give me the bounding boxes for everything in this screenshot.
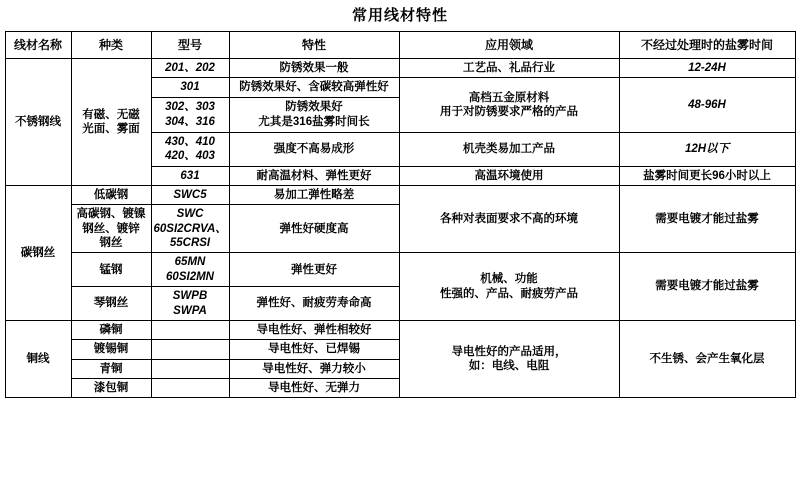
header-wire-name: 线材名称: [5, 32, 71, 59]
model-value: SWC 60SI2CRVA、 55CRSI: [151, 205, 229, 253]
model-value: SWPB SWPA: [151, 287, 229, 321]
feature-value: 导电性好、弹力较小: [229, 359, 399, 378]
model-value: 430、410 420、403: [151, 132, 229, 166]
category-value: 磷铜: [71, 320, 151, 339]
category-value: 锰钢: [71, 253, 151, 287]
salt-spray-value: 12H以下: [619, 132, 795, 166]
group-name-carbon-steel: 碳钢丝: [5, 185, 71, 320]
feature-value: 强度不高易成形: [229, 132, 399, 166]
model-value: 302、303 304、316: [151, 97, 229, 132]
application-value: 机械、功能 性强的、产品、耐疲劳产品: [399, 253, 619, 321]
model-value: [151, 320, 229, 339]
model-value: [151, 340, 229, 359]
feature-value: 导电性好、弹性相较好: [229, 320, 399, 339]
model-value: 631: [151, 166, 229, 185]
table-row: [5, 253, 795, 287]
header-category: 种类: [71, 32, 151, 59]
feature-value: 防锈效果一般: [229, 59, 399, 78]
model-value: 301: [151, 78, 229, 97]
page-title: 常用线材特性: [351, 7, 448, 24]
salt-spray-value: 48-96H: [619, 78, 795, 132]
feature-value: 弹性更好: [229, 253, 399, 287]
feature-value: 导电性好、无弹力: [229, 379, 399, 398]
salt-spray-value: 12-24H: [619, 59, 795, 78]
salt-spray-value: 需要电镀才能过盐雾: [619, 253, 795, 321]
category-value: 镀锡铜: [71, 340, 151, 359]
category-value: 低碳钢: [71, 185, 151, 204]
feature-value: 易加工弹性略差: [229, 185, 399, 204]
table-header-row: [5, 32, 795, 59]
model-value: 65MN 60SI2MN: [151, 253, 229, 287]
wire-specification-table: [5, 31, 796, 398]
category-stainless: 有磁、无磁 光面、雾面: [71, 59, 151, 186]
salt-spray-value: 盐雾时间更长96小时以上: [619, 166, 795, 185]
feature-value: 导电性好、已焊锡: [229, 340, 399, 359]
header-application: 应用领域: [399, 32, 619, 59]
application-value: 各种对表面要求不高的环境: [399, 185, 619, 253]
model-value: [151, 359, 229, 378]
group-name-stainless: 不锈钢线: [5, 59, 71, 186]
application-value: 工艺品、礼品行业: [399, 59, 619, 78]
table-row: [5, 185, 795, 204]
feature-value: 防锈效果好、含碳较高弹性好: [229, 78, 399, 97]
category-value: 青铜: [71, 359, 151, 378]
model-value: [151, 379, 229, 398]
table-row: [5, 59, 795, 78]
feature-value: 弹性好、耐疲劳寿命高: [229, 287, 399, 321]
category-value: 漆包铜: [71, 379, 151, 398]
salt-spray-value: 不生锈、会产生氧化层: [619, 320, 795, 398]
header-model: 型号: [151, 32, 229, 59]
feature-value: 防锈效果好 尤其是316盐雾时间长: [229, 97, 399, 132]
model-value: 201、202: [151, 59, 229, 78]
feature-value: 弹性好硬度高: [229, 205, 399, 253]
category-value: 琴钢丝: [71, 287, 151, 321]
model-value: SWC5: [151, 185, 229, 204]
application-value: 机壳类易加工产品: [399, 132, 619, 166]
salt-spray-value: 需要电镀才能过盐雾: [619, 185, 795, 253]
category-value: 高碳钢、镀镍 钢丝、镀锌 钢丝: [71, 205, 151, 253]
application-value: 导电性好的产品适用， 如：电线、电阻: [399, 320, 619, 398]
application-value: 高档五金原材料 用于对防锈要求严格的产品: [399, 78, 619, 132]
application-value: 高温环境使用: [399, 166, 619, 185]
group-name-copper: 铜线: [5, 320, 71, 398]
feature-value: 耐高温材料、弹性更好: [229, 166, 399, 185]
header-salt-spray: 不经过处理时的盐雾时间: [619, 32, 795, 59]
table-row: [5, 320, 795, 339]
header-feature: 特性: [229, 32, 399, 59]
